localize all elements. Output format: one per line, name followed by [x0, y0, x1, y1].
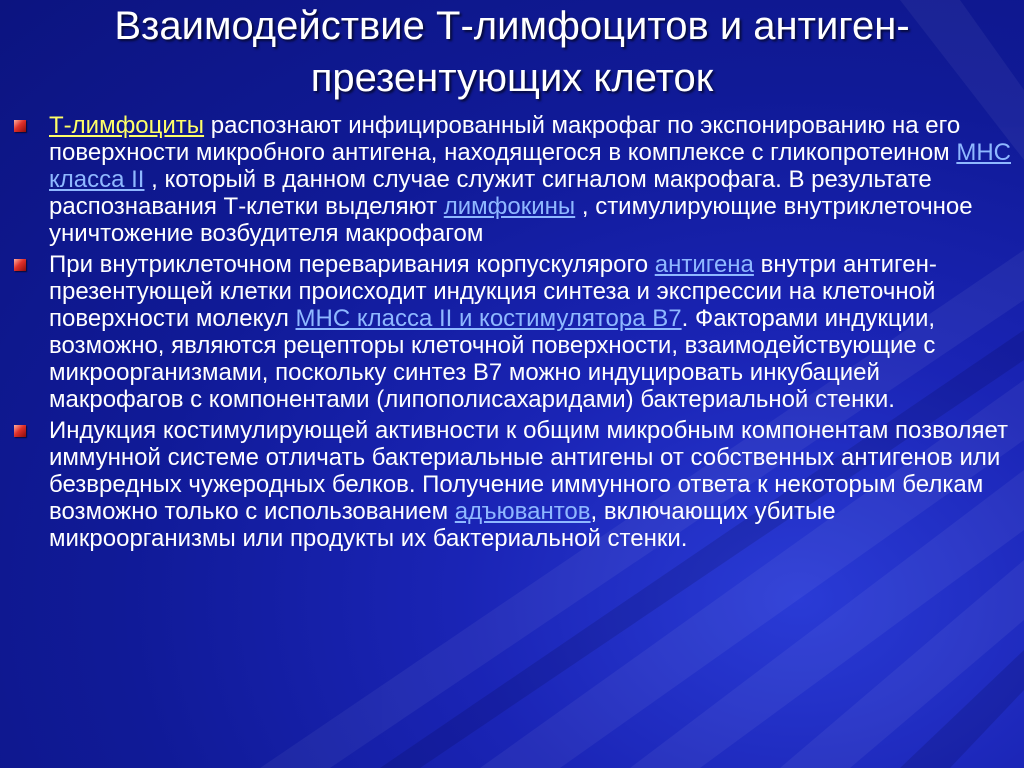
text-run: распознают инфицированный макрофаг по экспонированию на его поверхности микробного антигена, находящегося в комплексе с гликопротеином [49, 112, 961, 166]
text-run: , стимулирующие внутриклеточное уничтожение возбудителя макрофагом [49, 193, 973, 247]
bullet-item [14, 251, 1014, 413]
bullet-marker-icon [14, 259, 26, 271]
slide-title: Взаимодействие Т-лимфоцитов и антиген-презентующих клеток [114, 4, 910, 100]
lymphokines-link[interactable]: лимфокины [443, 193, 576, 220]
text-run: При внутриклеточном переваривания корпускулярого [49, 251, 655, 278]
t-lymphocytes-link[interactable]: Т-лимфоциты [49, 112, 205, 139]
bullet-marker-icon [14, 425, 26, 437]
text-run: . Факторами индукции, возможно, являются рецепторы клеточной поверхности, взаимодействующие с микроорганизмами, поскольку синтез В7 можно индуцировать инкубацией макрофагов с компонентами (липополисахаридами) бактериальной стенки. [49, 305, 936, 413]
antigen-link[interactable]: антигена [654, 251, 754, 278]
bullet-item [14, 417, 1014, 552]
adjuvants-link[interactable]: адъювантов [454, 498, 591, 525]
bullet-list [14, 112, 1014, 556]
mhc-class-ii-link[interactable]: МНС класса II [49, 139, 1011, 193]
mhc-b7-link[interactable]: МНС класса II и костимулятора В7 [295, 305, 682, 332]
bullet-text [49, 251, 937, 413]
text-run: Индукция костимулирующей активности к общим микробным компонентам позволяет иммунной системе отличать бактериальные антигены от собственных антигенов или безвредных чужеродных белков. Получение иммунного ответа к некоторым белкам возможно только с использованием [49, 417, 1008, 525]
bullet-item [14, 112, 1014, 247]
bullet-text [49, 417, 1008, 552]
bullet-text [49, 112, 1011, 247]
text-run: внутри антиген-презентующей клетки происходит индукция синтеза и экспрессии на клеточной поверхности молекул [49, 251, 937, 332]
bullet-marker-icon [14, 120, 26, 132]
text-run: , который в данном случае служит сигналом макрофага. В результате распознавания Т-клетки выделяют [49, 166, 932, 220]
text-run: , включающих убитые микроорганизмы или продукты их бактериальной стенки. [49, 498, 836, 552]
